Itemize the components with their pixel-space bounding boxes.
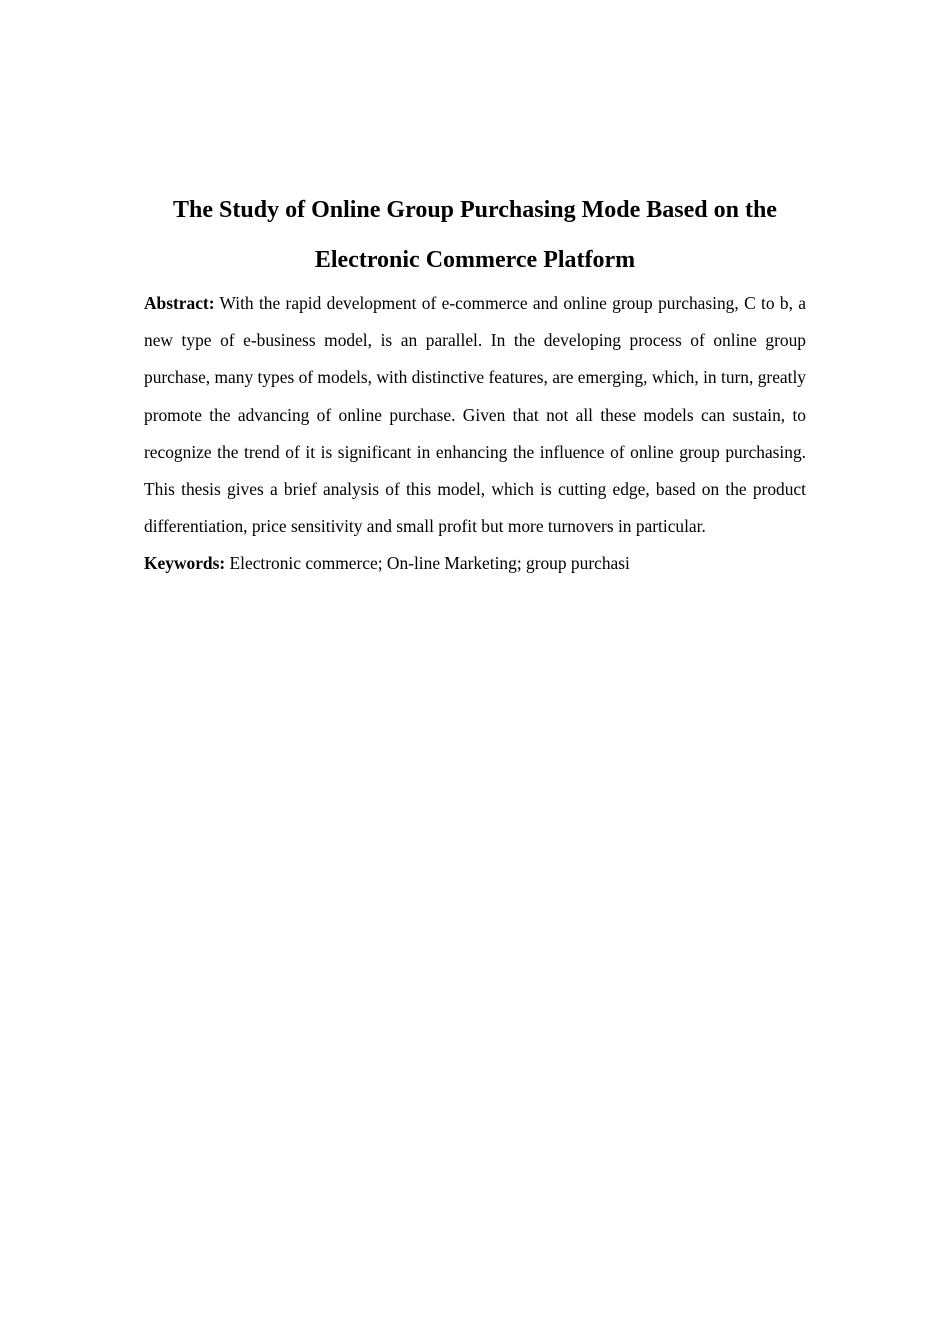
keywords-paragraph — [144, 545, 806, 582]
abstract-paragraph — [144, 285, 806, 545]
title-line-2: Electronic Commerce Platform — [314, 247, 636, 273]
abstract-label: Abstract: — [144, 293, 215, 313]
abstract-text: With the rapid development of e-commerce and online group purchasing, C to b, a new type of e-business model, is an parallel. In the developing process of online group purchase, many types of models, with distinctive features, are emerging, which, in turn, greatly promote the advancing of online purchase. Given that not all these models can sustain, to recognize the trend of it is significant in enhancing the influence of online group purchasing. This thesis gives a brief analysis of this model, which is cutting edge, based on the product differentiation, price sensitivity and small profit but more turnovers in particular. — [144, 293, 806, 537]
title-line-1: The Study of Online Group Purchasing Mode Based on the — [173, 197, 777, 223]
document-content — [144, 185, 806, 583]
paper-title — [144, 185, 806, 285]
keywords-text: Electronic commerce; On-line Marketing; group purchasi — [229, 553, 630, 574]
keywords-label: Keywords: — [144, 553, 226, 574]
